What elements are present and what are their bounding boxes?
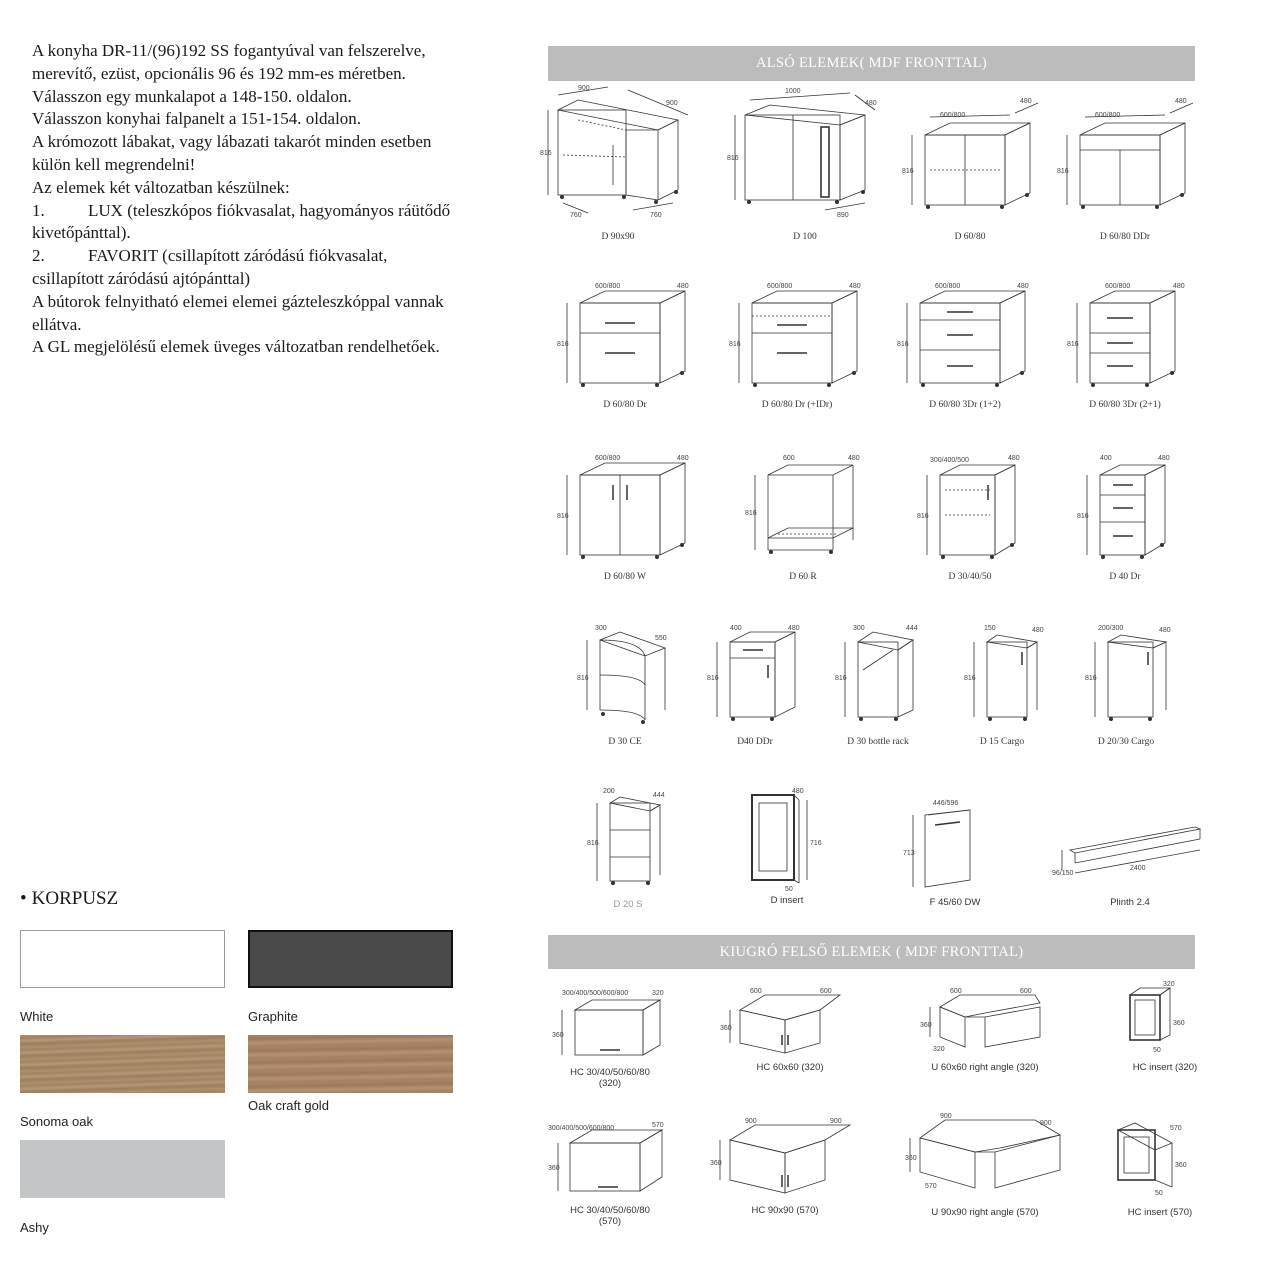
cabinet-d-30-40-50 <box>890 450 1050 582</box>
cabinet-caption: D insert <box>770 895 804 906</box>
cabinet-drawing <box>707 785 867 893</box>
svg-text:360: 360 <box>710 1160 722 1167</box>
intro-line: A krómozott lábakat, vagy lábazati takarót minden esetben <box>32 132 432 152</box>
intro-line: Válasszon konyhai falpanelt a 151-154. oldalon. <box>32 109 362 129</box>
cabinet-d-60-80-3dr-2-1 <box>1045 278 1205 410</box>
svg-text:360: 360 <box>920 1022 932 1029</box>
svg-text:900: 900 <box>745 1118 757 1125</box>
cabinet-d-insert <box>707 785 867 906</box>
cabinet-drawing <box>1045 85 1205 230</box>
svg-text:816: 816 <box>557 341 569 348</box>
svg-text:816: 816 <box>1057 168 1069 175</box>
svg-text:816: 816 <box>1077 513 1089 520</box>
cabinet-d-20-s <box>548 785 708 910</box>
cabinet-caption: D 60/80 3Dr (2+1) <box>1089 400 1161 410</box>
cabinet-d-90x90 <box>538 85 698 242</box>
svg-text:480: 480 <box>677 283 689 290</box>
cabinet-caption: D 90x90 <box>601 232 635 242</box>
swatch-ashy <box>20 1140 225 1198</box>
cabinet-caption: F 45/60 DW <box>929 897 981 908</box>
swatch-oak-craft-gold <box>248 1035 453 1093</box>
cabinet-caption: D40 DDr <box>737 737 773 747</box>
svg-text:600: 600 <box>1020 988 1032 995</box>
svg-text:570: 570 <box>925 1183 937 1190</box>
intro-line: 2. FAVORIT (csillapított záródású fiókvasalat, <box>32 245 522 268</box>
svg-text:816: 816 <box>835 675 847 682</box>
svg-text:760: 760 <box>650 212 662 219</box>
svg-text:480: 480 <box>1020 98 1032 105</box>
intro-line: 1. LUX (teleszkópos fiókvasalat, hagyományos ráütődő <box>32 200 522 223</box>
svg-text:480: 480 <box>865 100 877 107</box>
svg-text:480: 480 <box>1032 627 1044 634</box>
svg-text:480: 480 <box>1159 627 1171 634</box>
svg-text:200/300: 200/300 <box>1098 625 1124 632</box>
cabinet-caption: D 30 bottle rack <box>847 737 909 747</box>
cabinet-drawing <box>885 278 1045 398</box>
svg-text:50: 50 <box>785 886 793 893</box>
svg-text:444: 444 <box>653 792 665 799</box>
svg-text:480: 480 <box>1173 283 1185 290</box>
list-number: 1. <box>32 200 45 220</box>
cabinet-caption: D 60/80 DDr <box>1099 232 1151 242</box>
section-banner-lower: ALSÓ ELEMEK( MDF FRONTTAL) <box>548 46 1195 81</box>
svg-text:570: 570 <box>1170 1125 1182 1132</box>
svg-text:320: 320 <box>933 1046 945 1053</box>
cabinet-drawing <box>717 278 877 398</box>
cabinet-drawing <box>705 1115 865 1203</box>
cabinet-caption: U 90x90 right angle (570) <box>931 1207 1039 1218</box>
cabinet-d-60-80-ddr <box>1045 85 1205 242</box>
svg-text:1000: 1000 <box>785 88 801 95</box>
svg-text:713: 713 <box>903 850 915 857</box>
svg-text:480: 480 <box>788 625 800 632</box>
cabinet-f-45-60-dw <box>875 785 1035 908</box>
cabinet-caption: HC 60x60 (320) <box>756 1062 824 1073</box>
svg-text:890: 890 <box>837 212 849 219</box>
plinth-2-4 <box>1050 815 1210 908</box>
svg-text:816: 816 <box>540 150 552 157</box>
svg-text:816: 816 <box>587 840 599 847</box>
svg-text:480: 480 <box>1008 455 1020 462</box>
intro-line: kivetőpánttal). <box>32 223 131 243</box>
svg-text:816: 816 <box>897 341 909 348</box>
svg-text:50: 50 <box>1153 1047 1161 1054</box>
cabinet-drawing <box>890 85 1050 230</box>
svg-text:600: 600 <box>820 988 832 995</box>
svg-text:480: 480 <box>848 455 860 462</box>
intro-text <box>32 40 522 359</box>
cabinet-caption: U 60x60 right angle (320) <box>931 1062 1039 1073</box>
svg-text:600/800: 600/800 <box>1095 112 1121 119</box>
cabinet-hc-30-80-570 <box>530 1115 690 1227</box>
cabinet-drawing <box>538 85 698 230</box>
bullet-icon: • <box>20 888 27 909</box>
svg-text:600: 600 <box>783 455 795 462</box>
cabinet-drawing <box>530 985 690 1065</box>
svg-text:320: 320 <box>652 990 664 997</box>
svg-text:480: 480 <box>1158 455 1170 462</box>
svg-text:900: 900 <box>578 85 590 92</box>
svg-text:900: 900 <box>830 1118 842 1125</box>
cabinet-drawing <box>905 985 1065 1060</box>
intro-line: Válasszon egy munkalapot a 148-150. oldalon. <box>32 86 352 106</box>
svg-text:816: 816 <box>557 513 569 520</box>
svg-text:360: 360 <box>1173 1020 1185 1027</box>
svg-text:480: 480 <box>677 455 689 462</box>
svg-text:300: 300 <box>595 625 607 632</box>
svg-text:600: 600 <box>750 988 762 995</box>
swatch-label: Sonoma oak <box>20 1114 93 1129</box>
cabinet-caption: D 40 Dr <box>1109 572 1141 582</box>
svg-text:150: 150 <box>984 625 996 632</box>
swatch-label: Oak craft gold <box>248 1098 329 1113</box>
cabinet-drawing <box>1085 980 1245 1060</box>
swatch-label: Ashy <box>20 1220 49 1235</box>
cabinet-caption: D 30/40/50 <box>948 572 992 582</box>
cabinet-u-60x60-right-angle-320 <box>905 985 1065 1073</box>
cabinet-caption: D 60/80 Dr <box>603 400 647 410</box>
svg-text:300/400/500/600/800: 300/400/500/600/800 <box>562 990 629 997</box>
intro-line: csillapított záródású ajtópánttal) <box>32 268 251 288</box>
svg-text:816: 816 <box>729 341 741 348</box>
svg-text:320: 320 <box>1163 981 1175 988</box>
cabinet-caption: D 60/80 Dr (+IDr) <box>761 400 833 410</box>
svg-text:360: 360 <box>552 1032 564 1039</box>
svg-text:480: 480 <box>849 283 861 290</box>
intro-line: A konyha DR-11/(96)192 SS fogantyúval van felszerelve, <box>32 41 426 60</box>
cabinet-hc-insert-320 <box>1085 980 1245 1073</box>
svg-text:760: 760 <box>570 212 582 219</box>
svg-text:900: 900 <box>666 100 678 107</box>
svg-text:600: 600 <box>950 988 962 995</box>
svg-text:480: 480 <box>1175 98 1187 105</box>
cabinet-caption: HC insert (320) <box>1132 1062 1198 1073</box>
cabinet-caption: D 100 <box>793 232 817 242</box>
svg-text:360: 360 <box>720 1025 732 1032</box>
swatch-white <box>20 930 225 988</box>
cabinet-drawing <box>548 785 708 897</box>
svg-text:50: 50 <box>1155 1190 1163 1197</box>
cabinet-d-60-r <box>723 450 883 582</box>
cabinet-hc-60x60-320 <box>710 985 870 1073</box>
svg-text:400: 400 <box>1100 455 1112 462</box>
svg-text:716: 716 <box>810 840 822 847</box>
cabinet-caption: Plinth 2.4 <box>1110 897 1150 908</box>
cabinet-hc-30-80-320 <box>530 985 690 1089</box>
cabinet-caption: D 15 Cargo <box>979 737 1025 747</box>
svg-text:600/800: 600/800 <box>595 455 621 462</box>
svg-text:816: 816 <box>1067 341 1079 348</box>
svg-text:816: 816 <box>727 155 739 162</box>
svg-text:550: 550 <box>655 635 667 642</box>
cabinet-caption: HC 30/40/50/60/80 (320) <box>570 1067 650 1089</box>
cabinet-d-60-80-3dr-1-2 <box>885 278 1045 410</box>
cabinet-drawing <box>725 85 885 230</box>
intro-line: merevítő, ezüst, opcionális 96 és 192 mm-es méretben. <box>32 63 406 83</box>
svg-text:480: 480 <box>792 788 804 795</box>
swatch-label: Graphite <box>248 1009 298 1024</box>
cabinet-drawing <box>890 450 1050 570</box>
cabinet-drawing <box>545 278 705 398</box>
svg-text:96/150: 96/150 <box>1052 870 1074 877</box>
svg-text:816: 816 <box>745 510 757 517</box>
section-banner-upper: KIUGRÓ FELSŐ ELEMEK ( MDF FRONTTAL) <box>548 935 1195 969</box>
swatch-label: White <box>20 1009 54 1024</box>
cabinet-drawing <box>1045 450 1205 570</box>
cabinet-caption: D 20 S <box>613 899 643 910</box>
intro-line: A bútorok felnyitható elemei elemei gázteleszkóppal vannak <box>32 291 444 311</box>
svg-text:300/400/500: 300/400/500 <box>930 457 969 464</box>
svg-text:600/800: 600/800 <box>940 112 966 119</box>
cabinet-drawing <box>1050 815 1210 895</box>
svg-text:446/596: 446/596 <box>933 800 959 807</box>
intro-line: ellátva. <box>32 314 82 334</box>
cabinet-drawing <box>1046 620 1206 735</box>
cabinet-drawing <box>1080 1115 1240 1205</box>
cabinet-d-60-80-dr <box>545 278 705 410</box>
svg-text:600/800: 600/800 <box>767 283 793 290</box>
swatch-graphite <box>248 930 453 988</box>
cabinet-u-90x90-right-angle-570 <box>905 1110 1065 1218</box>
svg-text:600/800: 600/800 <box>1105 283 1131 290</box>
cabinet-caption: D 60/80 <box>954 232 986 242</box>
cabinet-caption: D 30 CE <box>608 737 642 747</box>
cabinet-drawing <box>530 1115 690 1203</box>
cabinet-d-60-80-w <box>545 450 705 582</box>
cabinet-drawing <box>545 450 705 570</box>
intro-line: Az elemek két változatban készülnek: <box>32 177 290 197</box>
svg-text:300: 300 <box>853 625 865 632</box>
svg-text:816: 816 <box>902 168 914 175</box>
svg-text:816: 816 <box>1085 675 1097 682</box>
svg-text:900: 900 <box>1040 1120 1052 1127</box>
cabinet-caption: HC insert (570) <box>1127 1207 1193 1218</box>
cabinet-drawing <box>1045 278 1205 398</box>
svg-text:816: 816 <box>707 675 719 682</box>
svg-text:816: 816 <box>964 675 976 682</box>
cabinet-d-60-80-dr-idr <box>717 278 877 410</box>
cabinet-caption: HC 90x90 (570) <box>751 1205 819 1216</box>
svg-text:200: 200 <box>603 788 615 795</box>
svg-text:360: 360 <box>1175 1162 1187 1169</box>
cabinet-caption: D 60 R <box>789 572 817 582</box>
korpusz-heading: • KORPUSZ <box>20 888 119 909</box>
cabinet-d-100 <box>725 85 885 242</box>
svg-text:400: 400 <box>730 625 742 632</box>
cabinet-drawing <box>905 1110 1065 1205</box>
svg-text:444: 444 <box>906 625 918 632</box>
intro-line: külön kell megrendelni! <box>32 154 196 174</box>
svg-text:600/800: 600/800 <box>595 283 621 290</box>
cabinet-d-60-80 <box>890 85 1050 242</box>
list-number: 2. <box>32 246 45 266</box>
svg-text:480: 480 <box>1017 283 1029 290</box>
cabinet-d-40-dr <box>1045 450 1205 582</box>
svg-text:300/400/500/600/800: 300/400/500/600/800 <box>548 1125 615 1132</box>
svg-text:2400: 2400 <box>1130 865 1146 872</box>
cabinet-hc-90x90-570 <box>705 1115 865 1216</box>
intro-line: A GL megjelölésű elemek üveges változatban rendelhetőek. <box>32 337 440 357</box>
cabinet-hc-insert-570 <box>1080 1115 1240 1218</box>
svg-text:360: 360 <box>905 1155 917 1162</box>
cabinet-drawing <box>875 785 1035 895</box>
svg-text:900: 900 <box>940 1113 952 1120</box>
svg-text:600/800: 600/800 <box>935 283 961 290</box>
cabinet-drawing <box>723 450 883 570</box>
cabinet-caption: D 20/30 Cargo <box>1097 737 1155 747</box>
svg-text:360: 360 <box>548 1165 560 1172</box>
swatch-sonoma-oak <box>20 1035 225 1093</box>
cabinet-d-20-30-cargo <box>1046 620 1206 747</box>
cabinet-caption: D 60/80 W <box>603 572 647 582</box>
cabinet-caption: HC 30/40/50/60/80 (570) <box>570 1205 650 1227</box>
svg-text:816: 816 <box>577 675 589 682</box>
svg-text:570: 570 <box>652 1122 664 1129</box>
cabinet-drawing <box>710 985 870 1060</box>
svg-text:816: 816 <box>917 513 929 520</box>
cabinet-caption: D 60/80 3Dr (1+2) <box>929 400 1001 410</box>
